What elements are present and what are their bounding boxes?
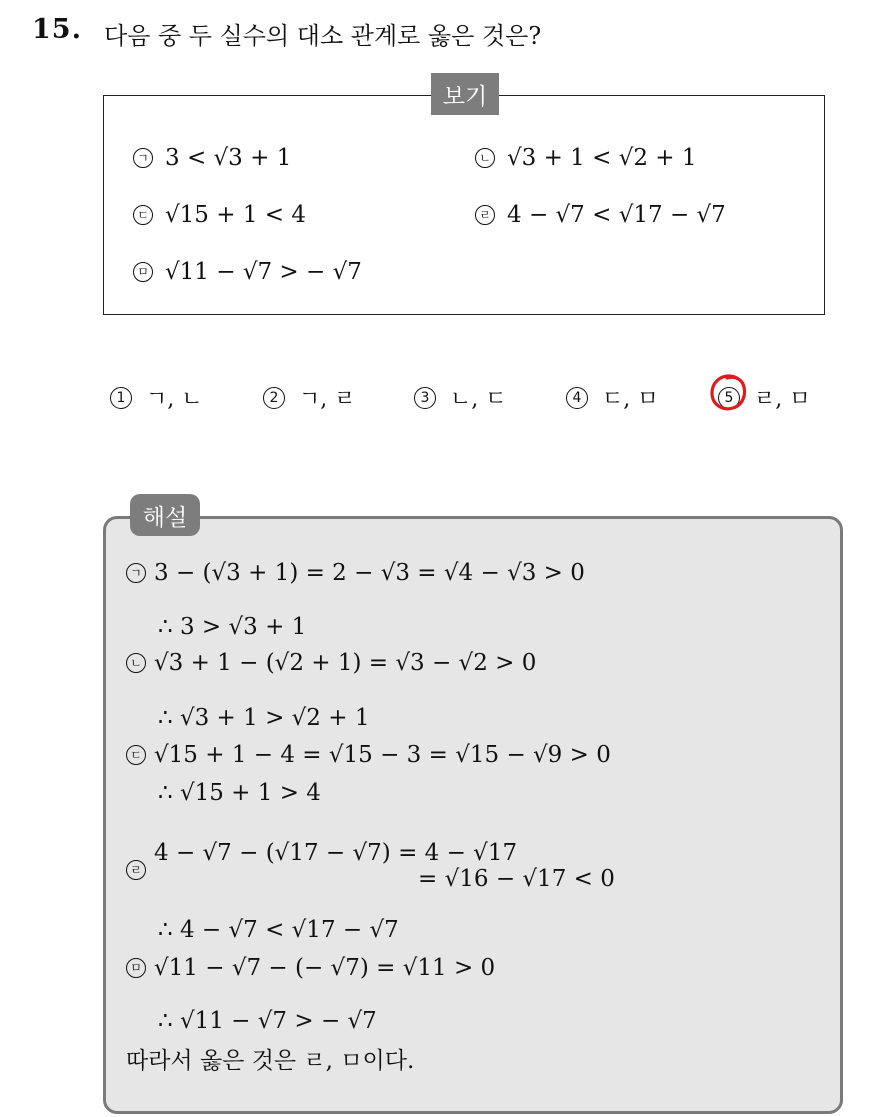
bogi-expression: √15 + 1 < 4 <box>165 202 306 228</box>
bogi-item-5 <box>133 259 362 285</box>
choice-number: 4 <box>566 387 588 409</box>
bogi-mark: ㄹ <box>475 205 495 225</box>
bogi-item-4 <box>475 202 726 228</box>
bogi-item-1 <box>133 145 291 171</box>
choice-label: ㄹ, ㅁ <box>754 387 811 412</box>
solution-line <box>158 614 306 640</box>
choice-4[interactable] <box>566 382 659 413</box>
solution-line <box>126 955 495 981</box>
solution-expression: √15 + 1 − 4 = √15 − 3 = √15 − √9 > 0 <box>154 742 611 768</box>
solution-expression: ∴ 3 > √3 + 1 <box>158 614 307 640</box>
solution-line <box>126 650 536 676</box>
choice-label: ㄱ, ㄹ <box>299 387 356 412</box>
choice-number: 5 <box>718 387 740 409</box>
solution-expression: ∴ √15 + 1 > 4 <box>158 780 321 806</box>
solution-line <box>126 742 611 768</box>
solution-mark: ㄱ <box>126 563 146 583</box>
bogi-title: 보기 <box>431 73 499 115</box>
solution-expression: ∴ √11 − √7 > − √7 <box>158 1008 377 1034</box>
bogi-expression: 3 < √3 + 1 <box>165 145 292 171</box>
choice-label: ㄷ, ㅁ <box>602 387 659 412</box>
choice-label: ㄱ, ㄴ <box>146 387 203 412</box>
solution-mark: ㄹ <box>126 860 146 880</box>
bogi-expression: 4 − √7 < √17 − √7 <box>507 202 726 228</box>
bogi-mark: ㅁ <box>133 262 153 282</box>
choice-number: 1 <box>110 387 132 409</box>
choice-number: 2 <box>263 387 285 409</box>
choice-2[interactable] <box>263 382 356 413</box>
solution-mark: ㅁ <box>126 958 146 978</box>
choice-1[interactable] <box>110 382 203 413</box>
solution-title: 해설 <box>130 494 200 536</box>
bogi-mark: ㄷ <box>133 205 153 225</box>
solution-conclusion: 따라서 옳은 것은 ㄹ, ㅁ이다. <box>126 1048 415 1074</box>
solution-expression: 4 − √7 − (√17 − √7) = 4 − √17 <box>154 840 518 866</box>
choice-number: 3 <box>414 387 436 409</box>
bogi-expression: √11 − √7 > − √7 <box>165 259 362 285</box>
solution-expression: √3 + 1 − (√2 + 1) = √3 − √2 > 0 <box>154 650 537 676</box>
solution-line <box>158 917 399 943</box>
question-text: 다음 중 두 실수의 대소 관계로 옳은 것은? <box>104 22 542 50</box>
bogi-item-2 <box>475 145 697 171</box>
solution-line <box>158 1008 377 1034</box>
solution-expression: 3 − (√3 + 1) = 2 − √3 = √4 − √3 > 0 <box>154 560 585 586</box>
bogi-expression: √3 + 1 < √2 + 1 <box>507 145 697 171</box>
solution-mark: ㄴ <box>126 653 146 673</box>
bogi-item-3 <box>133 202 306 228</box>
solution-mark: ㄷ <box>126 745 146 765</box>
choice-5[interactable] <box>718 382 811 413</box>
solution-line <box>158 780 321 806</box>
bogi-mark: ㄱ <box>133 148 153 168</box>
solution-line <box>418 866 615 892</box>
choice-3[interactable] <box>414 382 507 413</box>
solution-line <box>126 560 585 586</box>
choice-label: ㄴ, ㄷ <box>450 387 507 412</box>
solution-expression: ∴ 4 − √7 < √17 − √7 <box>158 917 399 943</box>
solution-line <box>158 705 369 731</box>
solution-expression: √11 − √7 − (− √7) = √11 > 0 <box>154 955 496 981</box>
question-number: 15. <box>32 14 82 45</box>
bogi-mark: ㄴ <box>475 148 495 168</box>
solution-expression: = √16 − √17 < 0 <box>418 866 615 892</box>
solution-expression: ∴ √3 + 1 > √2 + 1 <box>158 705 370 731</box>
